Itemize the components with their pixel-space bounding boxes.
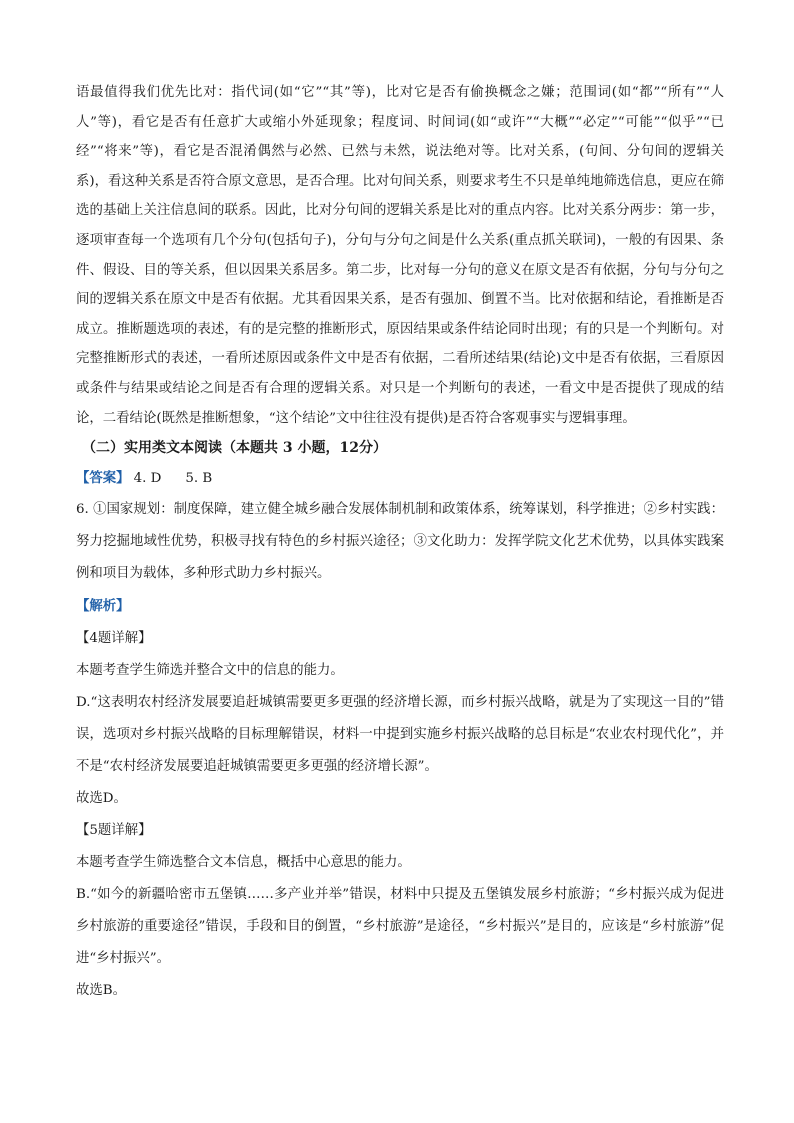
q5-intro: 本题考查学生筛选整合文本信息，概括中心意思的能力。 <box>76 855 411 871</box>
answer-label: 【答案】 <box>76 470 130 487</box>
q5-detail: B.“如今的新疆哈密市五堡镇……多产业并举”错误，材料中只提及五堡镇发展乡村旅游；“乡村振兴成为促进乡村旅游的重要途径”错误，手段和目的倒置，“乡村旅游”是途径，“乡村振兴”是目的，应该是“乡村旅游”促进“乡村振兴”。 <box>76 887 724 967</box>
q6-answer: 6. ①国家规划：制度保障，建立健全城乡融合发展体制机制和政策体系，统筹谋划，科学推进；②乡村实践：努力挖掘地域性优势，积极寻找有特色的乡村振兴途径；③文化助力：发挥学院文化艺术优势，以具体实践案例和项目为载体，多种形式助力乡村振兴。 <box>76 502 724 582</box>
analysis-label: 【解析】 <box>76 598 130 615</box>
q5-conclusion: 故选B。 <box>76 983 127 999</box>
answer-4: 4. D <box>133 471 162 487</box>
q4-detail: D.“这表明农村经济发展要追赶城镇需要更多更强的经济增长源，而乡村振兴战略，就是为了实现这一目的”错误，选项对乡村振兴战略的目标理解错误，材料一中提到实施乡村振兴战略的总目标是“农业农村现代化”，并不是“农村经济发展要追赶城镇需要更多更强的经济增长源”。 <box>76 695 724 775</box>
answer-line <box>76 463 724 494</box>
q4-conclusion: 故选D。 <box>76 791 127 807</box>
analysis-label-line <box>76 590 724 623</box>
q4-intro: 本题考查学生筛选并整合文中的信息的能力。 <box>76 663 344 679</box>
page-content <box>76 78 724 1007</box>
answer-5: 5. B <box>185 471 213 487</box>
q4-heading: 【4题详解】 <box>76 631 152 647</box>
intro-paragraph: 语最值得我们优先比对：指代词(如“它”“其”等)，比对它是否有偷换概念之嫌；范围词(如“都”“所有”“人人”等)，看它是否有任意扩大或缩小外延现象；程度词、时间词(如“或许”“大概”“必定”“可能”“似乎”“已经”“将来”等)，看它是否混淆偶然与必然、已然与未然，说法绝对等。比对关系，(句间、分句间的逻辑关系)，看这种关系是否符合原文意思，是否合理。比对句间关系，则要求考生不只是单纯地筛选信息，更应在筛选的基础上关注信息间的联系。因此，比对分句间的逻辑关系是比对的重点内容。比对关系分两步：第一步，逐项审查每一个选项有几个分句(包括句子)，分句与分句之间是什么关系(重点抓关联词)，一般的有因果、条件、假设、目的等关系，但以因果关系居多。第二步，比对每一分句的意义在原文是否有依据，分句与分句之间的逻辑关系在原文中是否有依据。尤其看因果关系，是否有强加、倒置不当。比对依据和结论，看推断是否成立。推断题选项的表述，有的是完整的推断形式，原因结果或条件结论同时出现；有的只是一个判断句。对完整推断形式的表述，一看所述原因或条件文中是否有依据，二看所述结果(结论)文中是否有依据，三看原因或条件与结果或结论之间是否有合理的逻辑关系。对只是一个判断句的表述，一看文中是否提供了现成的结论，二看结论(既然是推断想象，“这个结论”文中往往没有提供)是否符合客观事实与逻辑事理。 <box>76 85 724 426</box>
section-heading: （二）实用类文本阅读（本题共 3 小题，12分） <box>82 440 387 457</box>
q5-heading: 【5题详解】 <box>76 823 152 839</box>
